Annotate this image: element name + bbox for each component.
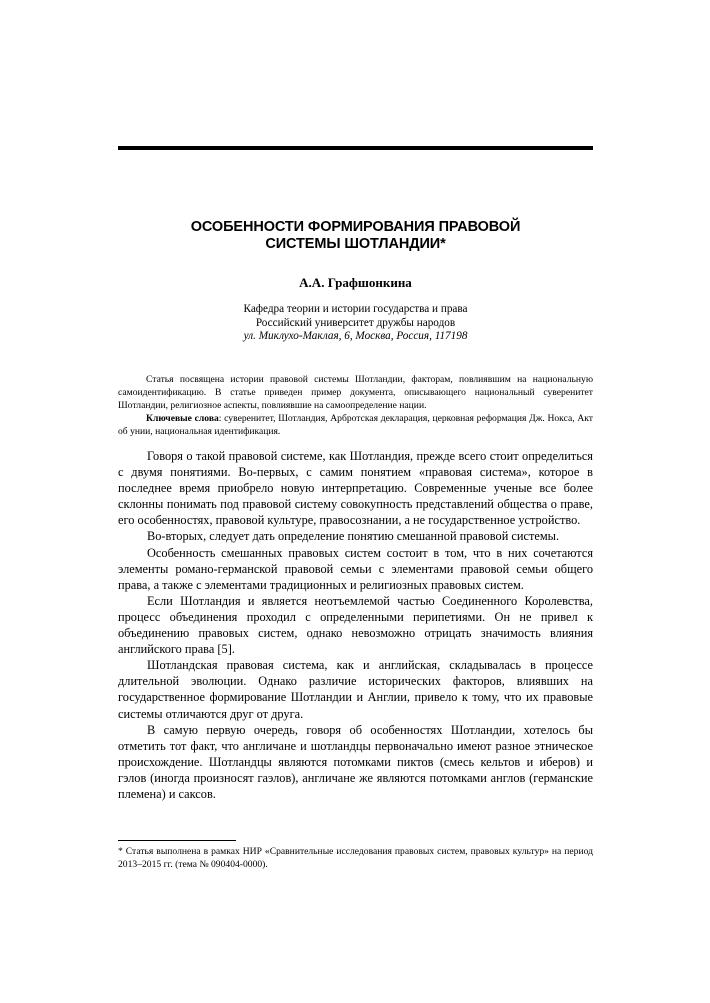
abstract-text: Статья посвящена истории правовой системы Шотландии, факторам, повлиявшим на национальную самоидентификацию. В статье приведен пример документа, описывающего национальный суверенитет Шотландии, религиозное аспекты, повлиявшие на самоопределение нации. bbox=[118, 374, 593, 411]
article-title bbox=[118, 219, 593, 253]
affiliation-address: ул. Миклухо-Маклая, 6, Москва, Россия, 117198 bbox=[243, 330, 468, 342]
keywords bbox=[118, 412, 593, 438]
paragraph: В самую первую очередь, говоря об особенностях Шотландии, хотелось бы отметить тот факт, что англичане и шотландцы первоначально имеют разное этническое происхождение. Шотландцы являются потомками пиктов (смесь кельтов и иберов) и гэлов (иногда произносят гаэлов), англичане же являются потомками англов (германские племена) и саксов. bbox=[118, 722, 593, 801]
affiliation-department: Кафедра теории и истории государства и права bbox=[243, 303, 468, 315]
paragraph: Говоря о такой правовой системе, как Шотландия, прежде всего стоит определиться с двумя понятиями. Во-первых, с самим понятием «правовая система», которое в последнее время приобрело новую интерпретацию. Современные ученые все более склонны понимать под правовой систему совокупность представлений общества о праве, его особенностях, правовой культуре, правосознании, а не государственное устройство. bbox=[118, 449, 593, 528]
keywords-list: : суверенитет, Шотландия, Арбротская декларация, церковная реформация Дж. Нокса, Акт об унии, национальная идентификация. bbox=[118, 413, 593, 437]
keywords-label: Ключевые слова bbox=[146, 413, 219, 424]
article-body bbox=[118, 448, 593, 802]
footnote-text: * Статья выполнена в рамках НИР «Сравнительные исследования правовых систем, правовых культур» на период 2013–2015 гг. (тема № 090404-0000). bbox=[118, 846, 593, 870]
paragraph: Особенность смешанных правовых систем состоит в том, что в них сочетаются элементы романо-германской правовой семьи с элементами правовой семьи общего права, а также с элементами традиционных и религиозных правовых систем. bbox=[118, 545, 593, 592]
abstract bbox=[118, 373, 593, 438]
title-line-2: СИСТЕМЫ ШОТЛАНДИИ* bbox=[265, 236, 446, 252]
affiliation bbox=[118, 303, 593, 344]
author-name: А.А. Графшонкина bbox=[299, 275, 412, 290]
footnote-rule bbox=[118, 840, 236, 841]
paragraph: Шотландская правовая система, как и английская, складывалась в процессе длительной эволюции. Однако различие исторических факторов, влиявших на государственное формирование Шотландии и Англии, привело к тому, что их правовые системы отличаются друг от друга. bbox=[118, 658, 593, 721]
affiliation-university: Российский университет дружбы народов bbox=[255, 316, 456, 329]
paragraph: Если Шотландия и является неотъемлемой частью Соединенного Королевства, процесс объединения проходил с определенными перипетиями. Он не привел к объединению правовых систем, однако невозможно отрицать значимость влияния английского права [5]. bbox=[118, 593, 593, 657]
paragraph: Во-вторых, следует дать определение понятию смешанной правовой системы. bbox=[147, 529, 560, 544]
footnote bbox=[118, 845, 593, 871]
header-rule bbox=[118, 146, 593, 150]
title-line-1: ОСОБЕННОСТИ ФОРМИРОВАНИЯ ПРАВОВОЙ bbox=[190, 219, 521, 235]
